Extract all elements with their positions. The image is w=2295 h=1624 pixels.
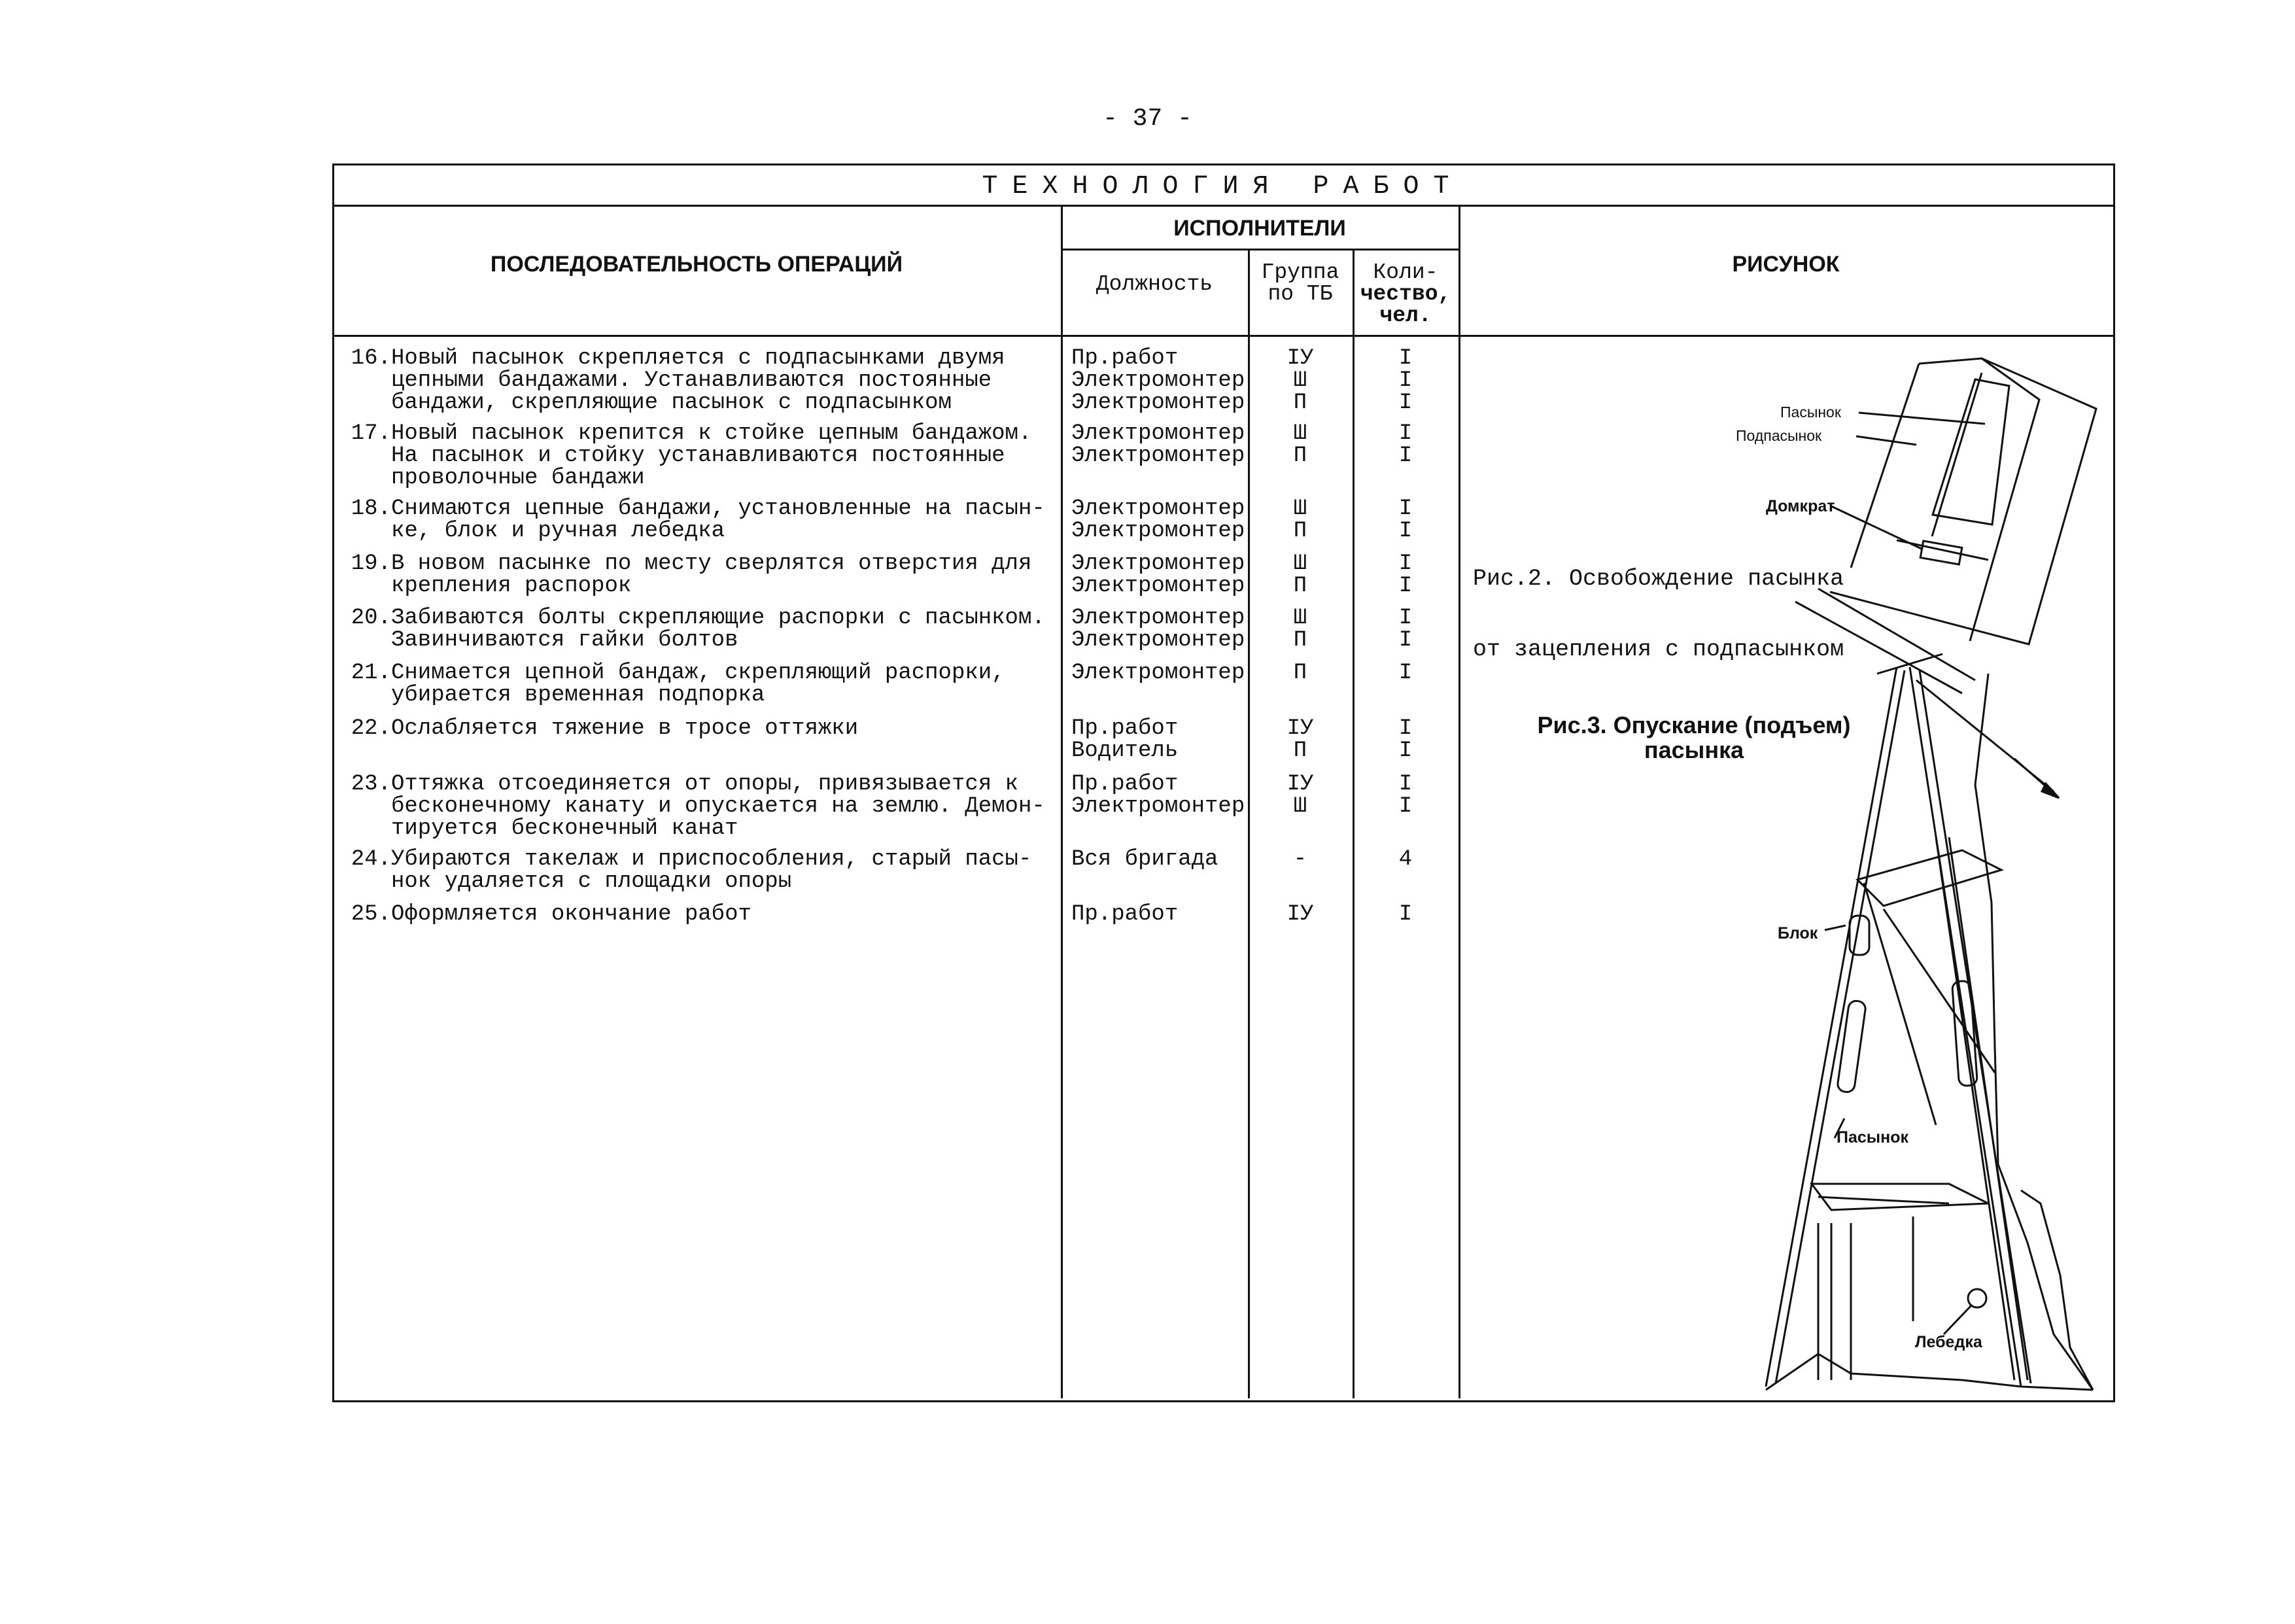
operation-line <box>340 520 1045 542</box>
operation-line-text: В новом пасынке по месту сверлятся отверстия для <box>391 551 1032 576</box>
groups-value: Ш <box>1293 368 1307 393</box>
groups-cell <box>1248 773 1353 818</box>
groups-cell <box>1248 498 1353 542</box>
positions-value: Пр.работ <box>1071 716 1179 741</box>
counts-value: I <box>1398 346 1413 371</box>
positions-value: Электромонтер <box>1071 551 1245 576</box>
counts-cell <box>1353 498 1458 542</box>
figure3-caption <box>1524 713 1864 763</box>
counts-value: I <box>1398 421 1413 446</box>
operation-number: 16. <box>351 346 391 371</box>
label-pasynok-fig3: Пасынок <box>1837 1128 1909 1147</box>
operation-line-text: Забиваются болты скрепляющие распорки с пасынком. <box>391 606 1045 631</box>
positions-value: Вся бригада <box>1071 847 1218 872</box>
operation-line-text: ке, блок и ручная лебедка <box>391 519 725 544</box>
positions-cell <box>1071 848 1248 871</box>
figure3-caption-line: Рис.3. Опускание (подъем) <box>1537 712 1851 738</box>
groups-value: IУ <box>1286 902 1314 927</box>
counts-value: I <box>1398 519 1413 544</box>
groups-value: Ш <box>1293 551 1307 576</box>
operation-line <box>340 848 1031 871</box>
operation-line <box>340 903 751 925</box>
header-group <box>1248 262 1353 305</box>
operation-line-text: убирается временная подпорка <box>391 683 765 708</box>
counts-value: I <box>1398 606 1413 631</box>
header-group-line: по ТБ <box>1268 282 1333 306</box>
positions-value: Электромонтер <box>1071 794 1245 819</box>
counts-cell <box>1353 903 1458 925</box>
figure2-caption <box>1473 520 1844 685</box>
operation-text <box>340 903 751 925</box>
operation-number: 21. <box>351 661 391 685</box>
operation-line <box>340 717 858 740</box>
groups-value: Ш <box>1293 496 1307 521</box>
operation-line <box>340 498 1045 520</box>
groups-value: Ш <box>1293 794 1307 819</box>
counts-value: I <box>1398 902 1413 927</box>
positions-value: Электромонтер <box>1071 443 1245 468</box>
rule-col-figure <box>1458 205 1460 1398</box>
figure2-caption-line: Рис.2. Освобождение пасынка <box>1473 566 1844 592</box>
groups-value: П <box>1293 443 1307 468</box>
header-figure: РИСУНОК <box>1732 252 1840 277</box>
positions-value: Водитель <box>1071 738 1179 763</box>
header-count-line: Коли- <box>1373 260 1438 285</box>
positions-cell <box>1071 498 1248 542</box>
operation-line-text: Оттяжка отсоединяется от опоры, привязывается к <box>391 772 1018 797</box>
positions-value: Электромонтер <box>1071 574 1245 598</box>
operation-text <box>340 607 1045 651</box>
operation-line <box>340 871 1031 893</box>
operation-text <box>340 662 1005 706</box>
positions-value: Пр.работ <box>1071 346 1179 371</box>
operation-line <box>340 370 1005 392</box>
counts-cell <box>1353 717 1458 762</box>
counts-cell <box>1353 423 1458 467</box>
operation-line-text: Оформляется окончание работ <box>391 902 751 927</box>
rule-col-count <box>1353 249 1355 1398</box>
header-count-line: чел. <box>1379 303 1432 328</box>
groups-value: П <box>1293 390 1307 415</box>
operation-number: 25. <box>351 902 391 927</box>
operation-line-text: Новый пасынок крепится к стойке цепным бандажом. <box>391 421 1032 446</box>
counts-value: I <box>1398 443 1413 468</box>
operation-line <box>340 445 1031 467</box>
positions-value: Электромонтер <box>1071 390 1245 415</box>
operation-number: 23. <box>351 772 391 797</box>
positions-cell <box>1071 347 1248 414</box>
groups-value: П <box>1293 661 1307 685</box>
operation-line <box>340 553 1031 575</box>
counts-value: I <box>1398 574 1413 598</box>
operation-line <box>340 347 1005 370</box>
groups-value: IУ <box>1286 716 1314 741</box>
operation-line-text: проволочные бандажи <box>391 466 645 491</box>
groups-value: IУ <box>1286 772 1314 797</box>
counts-value: I <box>1398 661 1413 685</box>
label-podpasynok-fig2: Подпасынок <box>1736 427 1822 444</box>
counts-cell <box>1353 773 1458 818</box>
operation-text <box>340 848 1031 893</box>
counts-cell <box>1353 662 1458 684</box>
operation-line-text: нок удаляется с площадки опоры <box>391 869 792 894</box>
operation-line-text: На пасынок и стойку устанавливаются постоянные <box>391 443 1005 468</box>
label-blok-fig3: Блок <box>1778 924 1818 942</box>
header-group-line: Группа <box>1261 260 1339 285</box>
positions-cell <box>1071 773 1248 818</box>
operation-line-text: Ослабляется тяжение в тросе оттяжки <box>391 716 859 741</box>
positions-value: Электромонтер <box>1071 421 1245 446</box>
header-position: Должность <box>1096 272 1213 296</box>
figure3-caption-line: пасынка <box>1644 736 1744 763</box>
operation-line <box>340 423 1031 445</box>
operation-line-text: цепными бандажами. Устанавливаются постоянные <box>391 368 992 393</box>
operation-text <box>340 553 1031 597</box>
operation-line-text: тируется бесконечный канат <box>391 816 738 841</box>
positions-value: Электромонтер <box>1071 628 1245 653</box>
groups-value: IУ <box>1286 346 1314 371</box>
operation-line <box>340 629 1045 651</box>
groups-cell <box>1248 423 1353 467</box>
counts-value: 4 <box>1398 847 1413 872</box>
counts-cell <box>1353 848 1458 871</box>
positions-cell <box>1071 717 1248 762</box>
operation-line-text: Снимаются цепные бандажи, установленные на пасын- <box>391 496 1045 521</box>
positions-value: Электромонтер <box>1071 606 1245 631</box>
operation-text <box>340 717 858 740</box>
counts-value: I <box>1398 738 1413 763</box>
operation-text <box>340 423 1031 489</box>
rule-col-group <box>1248 249 1250 1398</box>
header-count <box>1353 262 1458 326</box>
page-number: - 37 - <box>1103 105 1192 133</box>
counts-value: I <box>1398 716 1413 741</box>
positions-value: Электромонтер <box>1071 368 1245 393</box>
rule-col-ops <box>1061 205 1063 1398</box>
groups-value: Ш <box>1293 421 1307 446</box>
operation-number: 20. <box>351 606 391 631</box>
positions-cell <box>1071 662 1248 684</box>
positions-cell <box>1071 903 1248 925</box>
counts-cell <box>1353 347 1458 414</box>
groups-value: П <box>1293 574 1307 598</box>
rule-under-performers <box>1061 249 1458 251</box>
positions-cell <box>1071 423 1248 467</box>
operation-line-text: Новый пасынок скрепляется с подпасынками двумя <box>391 346 1005 371</box>
operation-text <box>340 498 1045 542</box>
groups-value: П <box>1293 738 1307 763</box>
operation-number: 22. <box>351 716 391 741</box>
label-pasynok-fig2: Пасынок <box>1780 404 1841 421</box>
positions-value: Электромонтер <box>1071 519 1245 544</box>
counts-value: I <box>1398 390 1413 415</box>
groups-cell <box>1248 848 1353 871</box>
header-count-line: чество, <box>1360 282 1451 306</box>
operation-line <box>340 818 1045 840</box>
positions-cell <box>1071 553 1248 597</box>
operation-line-text: Снимается цепной бандаж, скрепляющий распорки, <box>391 661 1005 685</box>
figure2-caption-line: от зацепления с подпасынком <box>1473 636 1844 663</box>
operation-line <box>340 684 1005 706</box>
groups-value: Ш <box>1293 606 1307 631</box>
table-title: ТЕХНОЛОГИЯ РАБОТ <box>982 172 1464 201</box>
operation-line-text: бесконечному канату и опускается на землю. Демон- <box>391 794 1045 819</box>
label-domkrat-fig2: Домкрат <box>1766 497 1835 515</box>
counts-value: I <box>1398 551 1413 576</box>
operation-line-text: Убираются такелаж и приспособления, старый пасы- <box>391 847 1032 872</box>
operation-line <box>340 467 1031 489</box>
counts-value: I <box>1398 772 1413 797</box>
operation-line <box>340 575 1031 597</box>
operation-line-text: Завинчиваются гайки болтов <box>391 628 738 653</box>
operation-line-text: крепления распорок <box>391 574 632 598</box>
groups-cell <box>1248 347 1353 414</box>
operation-number: 19. <box>351 551 391 576</box>
counts-cell <box>1353 607 1458 651</box>
header-operations: ПОСЛЕДОВАТЕЛЬНОСТЬ ОПЕРАЦИЙ <box>490 252 903 277</box>
operation-line-text: бандажи, скрепляющие пасынок с подпасынком <box>391 390 952 415</box>
groups-cell <box>1248 553 1353 597</box>
counts-value: I <box>1398 368 1413 393</box>
operation-line <box>340 662 1005 684</box>
groups-cell <box>1248 662 1353 684</box>
operation-number: 24. <box>351 847 391 872</box>
operation-number: 18. <box>351 496 391 521</box>
groups-cell <box>1248 903 1353 925</box>
operation-text <box>340 773 1045 840</box>
positions-value: Пр.работ <box>1071 772 1179 797</box>
counts-value: I <box>1398 794 1413 819</box>
operation-number: 17. <box>351 421 391 446</box>
groups-value: - <box>1293 847 1307 872</box>
groups-cell <box>1248 607 1353 651</box>
rule-under-title <box>332 205 2113 207</box>
groups-cell <box>1248 717 1353 762</box>
operation-text <box>340 347 1005 414</box>
positions-value: Электромонтер <box>1071 661 1245 685</box>
label-lebedka-fig3: Лебедка <box>1915 1333 1982 1351</box>
counts-cell <box>1353 553 1458 597</box>
operation-line <box>340 392 1005 414</box>
operation-line <box>340 773 1045 795</box>
positions-cell <box>1071 607 1248 651</box>
groups-value: П <box>1293 519 1307 544</box>
operation-line <box>340 607 1045 629</box>
groups-value: П <box>1293 628 1307 653</box>
positions-value: Пр.работ <box>1071 902 1179 927</box>
header-performers: ИСПОЛНИТЕЛИ <box>1173 216 1346 241</box>
counts-value: I <box>1398 496 1413 521</box>
operation-line <box>340 795 1045 818</box>
positions-value: Электромонтер <box>1071 496 1245 521</box>
counts-value: I <box>1398 628 1413 653</box>
rule-under-header <box>332 335 2113 337</box>
